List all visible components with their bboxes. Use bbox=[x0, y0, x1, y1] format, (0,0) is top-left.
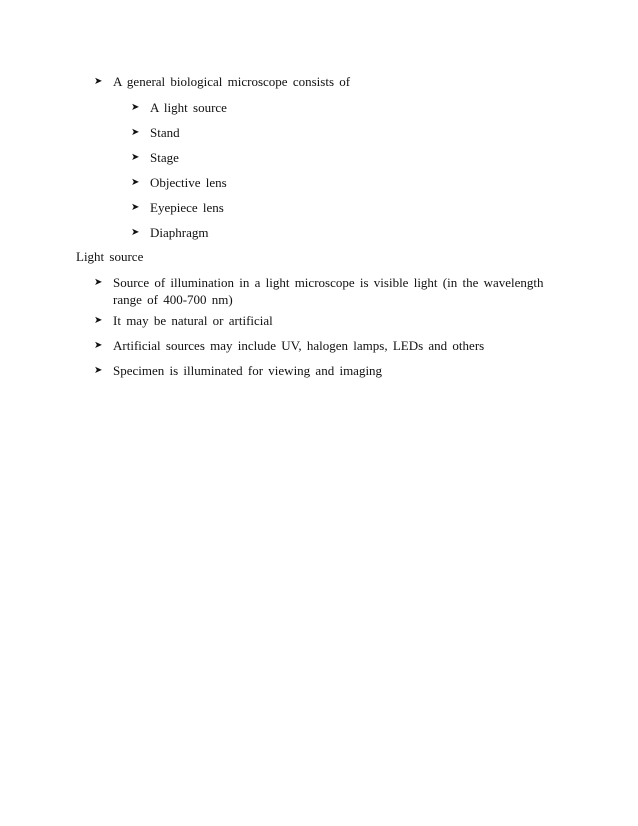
arrowhead-bullet-icon: ➤ bbox=[94, 315, 103, 326]
arrowhead-bullet-icon: ➤ bbox=[131, 202, 140, 213]
section-heading: Light source bbox=[76, 249, 144, 264]
arrowhead-bullet-icon: ➤ bbox=[131, 152, 140, 163]
list-item-intro bbox=[94, 73, 350, 90]
list-item: ➤ Diaphragm bbox=[131, 225, 209, 240]
list-item: ➤ A light source bbox=[131, 100, 227, 115]
arrowhead-bullet-icon: ➤ bbox=[94, 340, 103, 351]
list-item: ➤ Artificial sources may include UV, halogen lamps, LEDs and others bbox=[94, 338, 485, 353]
list-item: ➤ Stand bbox=[131, 125, 180, 140]
arrowhead-bullet-icon: ➤ bbox=[94, 365, 103, 376]
intro-text: A general biological microscope consists of bbox=[113, 74, 351, 89]
arrowhead-bullet-icon: ➤ bbox=[94, 76, 103, 87]
arrowhead-bullet-icon: ➤ bbox=[131, 127, 140, 138]
arrowhead-bullet-icon: ➤ bbox=[131, 227, 140, 238]
arrowhead-bullet-icon: ➤ bbox=[131, 177, 140, 188]
list-item: ➤ Source of illumination in a light microscope is visible light (in the wavelength range of 400-700 nm) bbox=[94, 275, 544, 307]
list-item: ➤ It may be natural or artificial bbox=[94, 313, 273, 328]
arrowhead-bullet-icon: ➤ bbox=[94, 277, 103, 288]
arrowhead-bullet-icon: ➤ bbox=[131, 102, 140, 113]
list-item: ➤ Objective lens bbox=[131, 175, 227, 190]
list-item: ➤ Stage bbox=[131, 150, 179, 165]
list-item: ➤ Specimen is illuminated for viewing and imaging bbox=[94, 363, 383, 378]
list-item: ➤ Eyepiece lens bbox=[131, 200, 224, 215]
